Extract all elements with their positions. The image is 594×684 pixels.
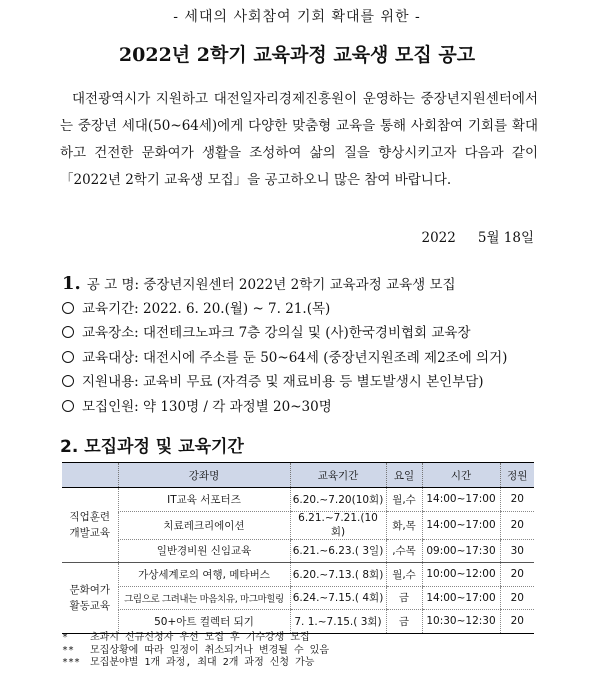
course-period: 7. 1.~7.15.( 3회) <box>290 610 386 634</box>
course-capacity: 20 <box>500 586 534 610</box>
course-capacity: 20 <box>500 563 534 587</box>
course-days: 월,수 <box>386 563 422 587</box>
header-empty <box>62 463 118 488</box>
course-capacity: 20 <box>500 610 534 634</box>
course-table <box>62 462 534 634</box>
course-time: 14:00~17:00 <box>422 586 500 610</box>
category-cell: 문화여가 활동교육 <box>62 563 118 634</box>
circle-bullet-icon <box>62 351 74 363</box>
course-period: 6.21.~6.23.( 3일) <box>290 539 386 563</box>
detail-text: 지원내용: 교육비 무료 (자격증 및 재료비용 등 별도발생시 본인부담) <box>82 374 484 390</box>
footnote <box>62 657 329 670</box>
date-monthday: 5월 18일 <box>477 230 534 246</box>
document-subtitle: - 세대의 사회참여 기회 확대를 위한 - <box>173 9 421 25</box>
table-row <box>62 488 534 512</box>
announcement-date <box>422 226 535 246</box>
detail-item <box>62 346 542 371</box>
footnote <box>62 645 329 658</box>
course-name: 가상세계로의 여행, 메타버스 <box>118 563 290 587</box>
course-time: 10:00~12:00 <box>422 563 500 587</box>
footnote-text: 모집분야별 1개 과정, 최대 2개 과정 신청 가능 <box>90 657 315 668</box>
document-title: 2022년 2학기 교육과정 교육생 모집 공고 <box>118 44 476 66</box>
detail-item <box>62 370 542 395</box>
course-period: 6.20.~7.20(10회) <box>290 488 386 512</box>
date-year: 2022 <box>421 230 456 246</box>
detail-text: 공 고 명: 중장년지원센터 2022년 2학기 교육과정 교육생 모집 <box>86 277 456 293</box>
course-name: 일반경비원 신임교육 <box>118 539 290 563</box>
section-heading: 2. 모집과정 및 교육기간 <box>60 437 244 457</box>
course-time: 14:00~17:00 <box>422 511 500 539</box>
table-row <box>62 511 534 539</box>
course-time: 10:30~12:30 <box>422 610 500 634</box>
detail-text: 교육장소: 대전테크노파크 7층 강의실 및 (사)한국경비협회 교육장 <box>82 325 471 341</box>
course-days: ,수목 <box>386 539 422 563</box>
table-row <box>62 586 534 610</box>
course-capacity: 20 <box>500 511 534 539</box>
footnote-mark: ** <box>62 644 75 656</box>
category-cell: 직업훈련 개발교육 <box>62 488 118 563</box>
circle-bullet-icon <box>62 326 74 338</box>
course-days: 화,목 <box>386 511 422 539</box>
course-time: 14:00~17:00 <box>422 488 500 512</box>
column-header: 교육기간 <box>290 463 386 488</box>
course-name: 그림으로 그려내는 마음치유, 마그마힐링 <box>118 586 290 610</box>
column-header: 강좌명 <box>118 463 290 488</box>
course-name: 치료레크리에이션 <box>118 511 290 539</box>
circle-bullet-icon <box>62 400 74 412</box>
footnotes <box>62 632 329 670</box>
course-period: 6.24.~7.15.( 4회) <box>290 586 386 610</box>
footnote-mark: *** <box>62 657 81 668</box>
footnote <box>62 632 329 645</box>
detail-text: 교육대상: 대전시에 주소를 둔 50~64세 (중장년지원조례 제2조에 의거) <box>82 349 508 366</box>
detail-text: 모집인원: 약 130명 / 각 과정별 20~30명 <box>82 398 332 415</box>
course-capacity: 30 <box>500 539 534 563</box>
footnote-text: 초과시 신규신청자 우선 모집 후 기수강생 모집 <box>90 632 310 643</box>
table-row <box>62 563 534 587</box>
table-header-row <box>62 463 534 488</box>
course-days: 금 <box>386 610 422 634</box>
detail-item <box>62 272 542 297</box>
intro-paragraph: 대전광역시가 지원하고 대전일자리경제진흥원이 운영하는 중장년지원센터에서는 중장년 세대(50~64세)에게 다양한 맞춤형 교육을 통해 사회참여 기회를 확대하고 건전한 문화여가 생활을 조성하여 삶의 질을 향상시키고자 다음과 같이 「2022년 2학기 교육생 모집」을 공고하오니 많은 참여 바랍니다. <box>60 91 538 188</box>
course-name: 50+아트 컬렉터 되기 <box>118 610 290 634</box>
course-name: IT교육 서포터즈 <box>118 488 290 512</box>
column-header: 정원 <box>500 463 534 488</box>
course-days: 월,수 <box>386 488 422 512</box>
course-period: 6.21.~7.21.(10회) <box>290 511 386 539</box>
course-capacity: 20 <box>500 488 534 512</box>
course-time: 09:00~17:30 <box>422 539 500 563</box>
circle-bullet-icon <box>62 302 74 314</box>
detail-item <box>62 297 542 322</box>
detail-text: 교육기간: 2022. 6. 20.(월) ~ 7. 21.(목) <box>82 300 331 317</box>
announcement-details <box>62 272 542 419</box>
section-number: 1. <box>62 273 81 294</box>
footnote-text: 모집상황에 따라 일정이 취소되거나 변경될 수 있음 <box>90 644 329 656</box>
footnote-mark: * <box>62 632 69 643</box>
column-header: 요일 <box>386 463 422 488</box>
table-row <box>62 539 534 563</box>
detail-item <box>62 321 542 346</box>
circle-bullet-icon <box>62 375 74 387</box>
detail-item <box>62 395 542 420</box>
course-days: 금 <box>386 586 422 610</box>
table-row <box>62 610 534 634</box>
course-period: 6.20.~7.13.( 8회) <box>290 563 386 587</box>
column-header: 시간 <box>422 463 500 488</box>
